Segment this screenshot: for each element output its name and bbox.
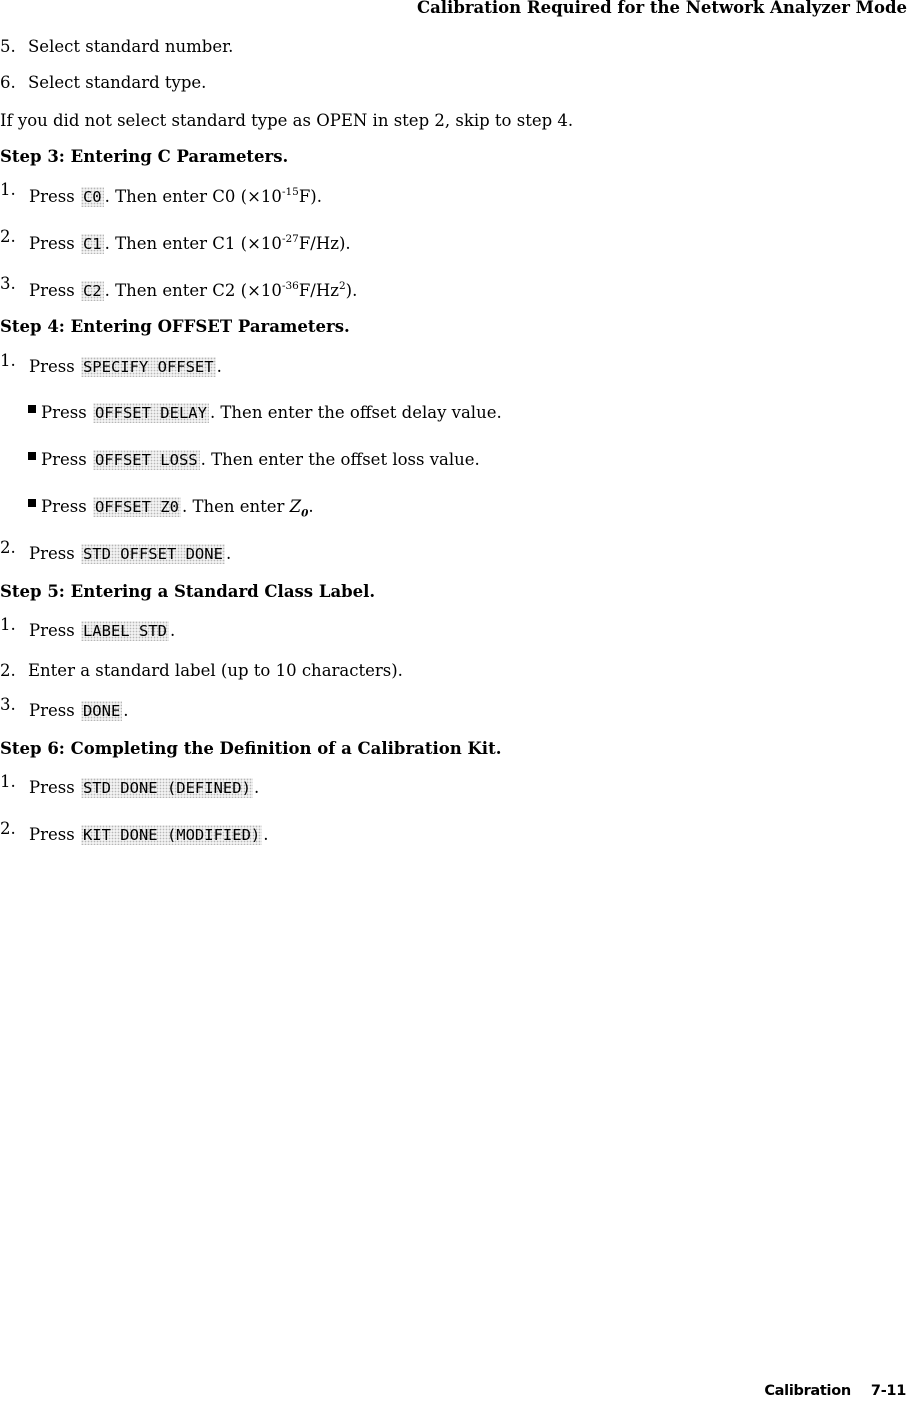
item-text: Select standard type.	[28, 73, 207, 92]
item-number: 2.	[0, 538, 16, 557]
unit-exponent: 2	[338, 280, 346, 292]
bullet-square-icon	[28, 499, 36, 507]
softkey-std-done-defined[interactable]: STD DONE (DEFINED)	[82, 779, 251, 797]
item-number: 6.	[0, 73, 16, 92]
variable-subscript: 0	[301, 507, 309, 520]
step5-heading: Step 5: Entering a Standard Class Label.	[0, 582, 376, 601]
note-paragraph: If you did not select standard type as OPEN in step 2, skip to step 4.	[0, 111, 574, 130]
step6-item-2	[0, 819, 909, 849]
footer-section: Calibration	[764, 1383, 851, 1399]
exponent: -36	[281, 280, 299, 292]
instruction-text: . Then enter C0 (×10	[104, 187, 282, 206]
press-label: Press	[29, 701, 75, 720]
press-label: Press	[29, 281, 75, 300]
step3-heading: Step 3: Entering C Parameters.	[0, 147, 289, 166]
press-label: Press	[29, 778, 75, 797]
item-number: 2.	[0, 661, 16, 680]
instruction-text: . Then enter C1 (×10	[104, 234, 282, 253]
page-number: 7-11	[870, 1383, 906, 1399]
instruction-text: . Then enter the offset delay value.	[209, 403, 502, 422]
unit-text: F).	[298, 187, 322, 206]
step4-heading: Step 4: Entering OFFSET Parameters.	[0, 317, 350, 336]
step4-item-2	[0, 538, 909, 568]
instruction-text: . Then enter the offset loss value.	[200, 450, 480, 469]
press-label: Press	[29, 234, 75, 253]
punctuation: .	[253, 778, 260, 797]
exponent: -15	[281, 186, 299, 198]
step3-item-2	[0, 227, 909, 257]
punctuation: .	[216, 357, 222, 376]
press-label: Press	[29, 544, 75, 563]
item-number: 3.	[0, 274, 16, 293]
item-number: 1.	[0, 180, 16, 199]
page-footer	[764, 1383, 906, 1399]
softkey-kit-done-modified[interactable]: KIT DONE (MODIFIED)	[82, 826, 261, 844]
softkey-specify-offset[interactable]: SPECIFY OFFSET	[82, 358, 214, 376]
item-text: Enter a standard label (up to 10 characters).	[28, 661, 403, 680]
item-number: 2.	[0, 227, 16, 246]
item-text: Select standard number.	[28, 37, 234, 56]
softkey-done[interactable]: DONE	[82, 702, 121, 720]
punctuation: .	[225, 544, 232, 563]
step5-item-3	[0, 695, 909, 725]
step3-item-1	[0, 180, 909, 210]
item-number: 2.	[0, 819, 16, 838]
press-label: Press	[41, 450, 87, 469]
list-item	[0, 72, 206, 94]
softkey-std-offset-done[interactable]: STD OFFSET DONE	[82, 545, 223, 563]
bullet-item	[28, 497, 314, 519]
press-label: Press	[29, 357, 75, 376]
softkey-c1[interactable]: C1	[82, 235, 102, 253]
bullet-item	[28, 403, 502, 423]
press-label: Press	[29, 825, 75, 844]
list-item	[0, 36, 233, 58]
punctuation: .	[263, 825, 269, 844]
step3-item-3	[0, 274, 909, 304]
item-number: 5.	[0, 37, 16, 56]
softkey-c0[interactable]: C0	[82, 188, 102, 206]
press-label: Press	[29, 187, 75, 206]
item-number: 1.	[0, 351, 16, 370]
instruction-text: . Then enter C2 (×10	[104, 281, 282, 300]
punctuation: .	[169, 621, 176, 640]
punctuation: .	[308, 497, 314, 516]
bullet-item	[28, 450, 480, 470]
press-label: Press	[41, 403, 87, 422]
exponent: -27	[281, 233, 299, 245]
step6-item-1	[0, 772, 909, 802]
unit-text: F/Hz	[298, 281, 339, 300]
press-label: Press	[29, 621, 75, 640]
item-number: 3.	[0, 695, 16, 714]
step5-item-2	[0, 660, 403, 682]
variable-z: Z	[289, 497, 302, 516]
instruction-text: . Then enter	[181, 497, 290, 516]
softkey-offset-delay[interactable]: OFFSET DELAY	[94, 404, 207, 422]
softkey-offset-loss[interactable]: OFFSET LOSS	[94, 451, 198, 469]
unit-text: F/Hz).	[298, 234, 351, 253]
softkey-label-std[interactable]: LABEL STD	[82, 622, 167, 640]
closing-text: ).	[345, 281, 358, 300]
step6-heading: Step 6: Completing the Definition of a Calibration Kit.	[0, 739, 502, 758]
running-header: Calibration Required for the Network Analyzer Mode	[416, 0, 907, 17]
step5-item-1	[0, 615, 909, 645]
item-number: 1.	[0, 772, 16, 791]
press-label: Press	[41, 497, 87, 516]
item-number: 1.	[0, 615, 16, 634]
softkey-offset-z0[interactable]: OFFSET Z0	[94, 498, 179, 516]
bullet-square-icon	[28, 405, 36, 413]
step4-item-1	[0, 351, 909, 381]
bullet-square-icon	[28, 452, 36, 460]
punctuation: .	[123, 701, 129, 720]
softkey-c2[interactable]: C2	[82, 282, 102, 300]
